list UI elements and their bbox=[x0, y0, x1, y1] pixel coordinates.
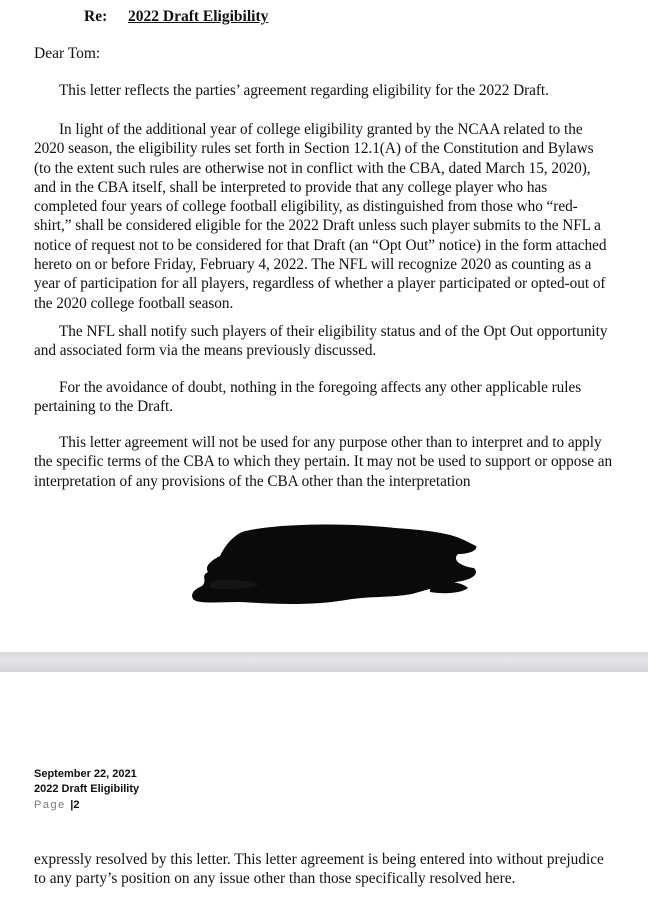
paragraph-notification: The NFL shall notify such players of their eligibility status and of the Opt Out opportunity and associated form via the means previously discussed. bbox=[34, 323, 608, 360]
letter-page-2 bbox=[0, 672, 648, 914]
paragraph-agreement-intro: This letter reflects the parties’ agreement regarding eligibility for the 2022 Draft. bbox=[59, 82, 549, 99]
redacted-signature bbox=[190, 520, 480, 610]
paragraph-limited-use: This letter agreement will not be used for any purpose other than to interpret and to apply the specific terms of the CBA to which they pertain. It may not be used to support or oppose an interpretation of any provisions of the CBA other than the interpretation bbox=[34, 434, 613, 490]
subject-line bbox=[84, 8, 268, 26]
page-number-label bbox=[34, 798, 79, 812]
salutation: Dear Tom: bbox=[34, 45, 101, 62]
page-word: Page bbox=[34, 799, 66, 811]
page-separator: | bbox=[70, 799, 74, 811]
paragraph-eligibility-rules: In light of the additional year of college eligibility granted by the NCAA related to the 2020 season, the eligibility rules set forth in Section 12.1(A) of the Constitution and Bylaws (to the extent such rules are otherwise not in conflict with the CBA, dated March 15, 2020), and in the CBA itself, shall be interpreted to provide that any college player who has completed four years of college football eligibility, as distinguished from those who “red-shirt,” shall be considered eligible for the 2022 Draft unless such player submits to the NFL a notice of request not to be considered for that Draft (an “Opt Out” notice) in the form attached hereto on or before Friday, February 4, 2022. The NFL will recognize 2020 as counting as a year of participation for all players, regardless of whether a player participated or opted-out of the 2020 college football season. bbox=[34, 121, 607, 312]
re-subject: 2022 Draft Eligibility bbox=[128, 8, 269, 25]
page-number: 2 bbox=[73, 799, 80, 811]
re-label: Re: bbox=[84, 8, 108, 25]
header-date: September 22, 2021 bbox=[34, 768, 137, 780]
page-break-gap bbox=[0, 652, 648, 672]
paragraph-avoidance-of-doubt: For the avoidance of doubt, nothing in the foregoing affects any other applicable rules pertaining to the Draft. bbox=[34, 379, 582, 416]
header-subject: 2022 Draft Eligibility bbox=[34, 783, 140, 795]
paragraph-continuation: expressly resolved by this letter. This letter agreement is being entered into without prejudice to any party’s position on any issue other than those specifically resolved here. bbox=[34, 851, 604, 888]
